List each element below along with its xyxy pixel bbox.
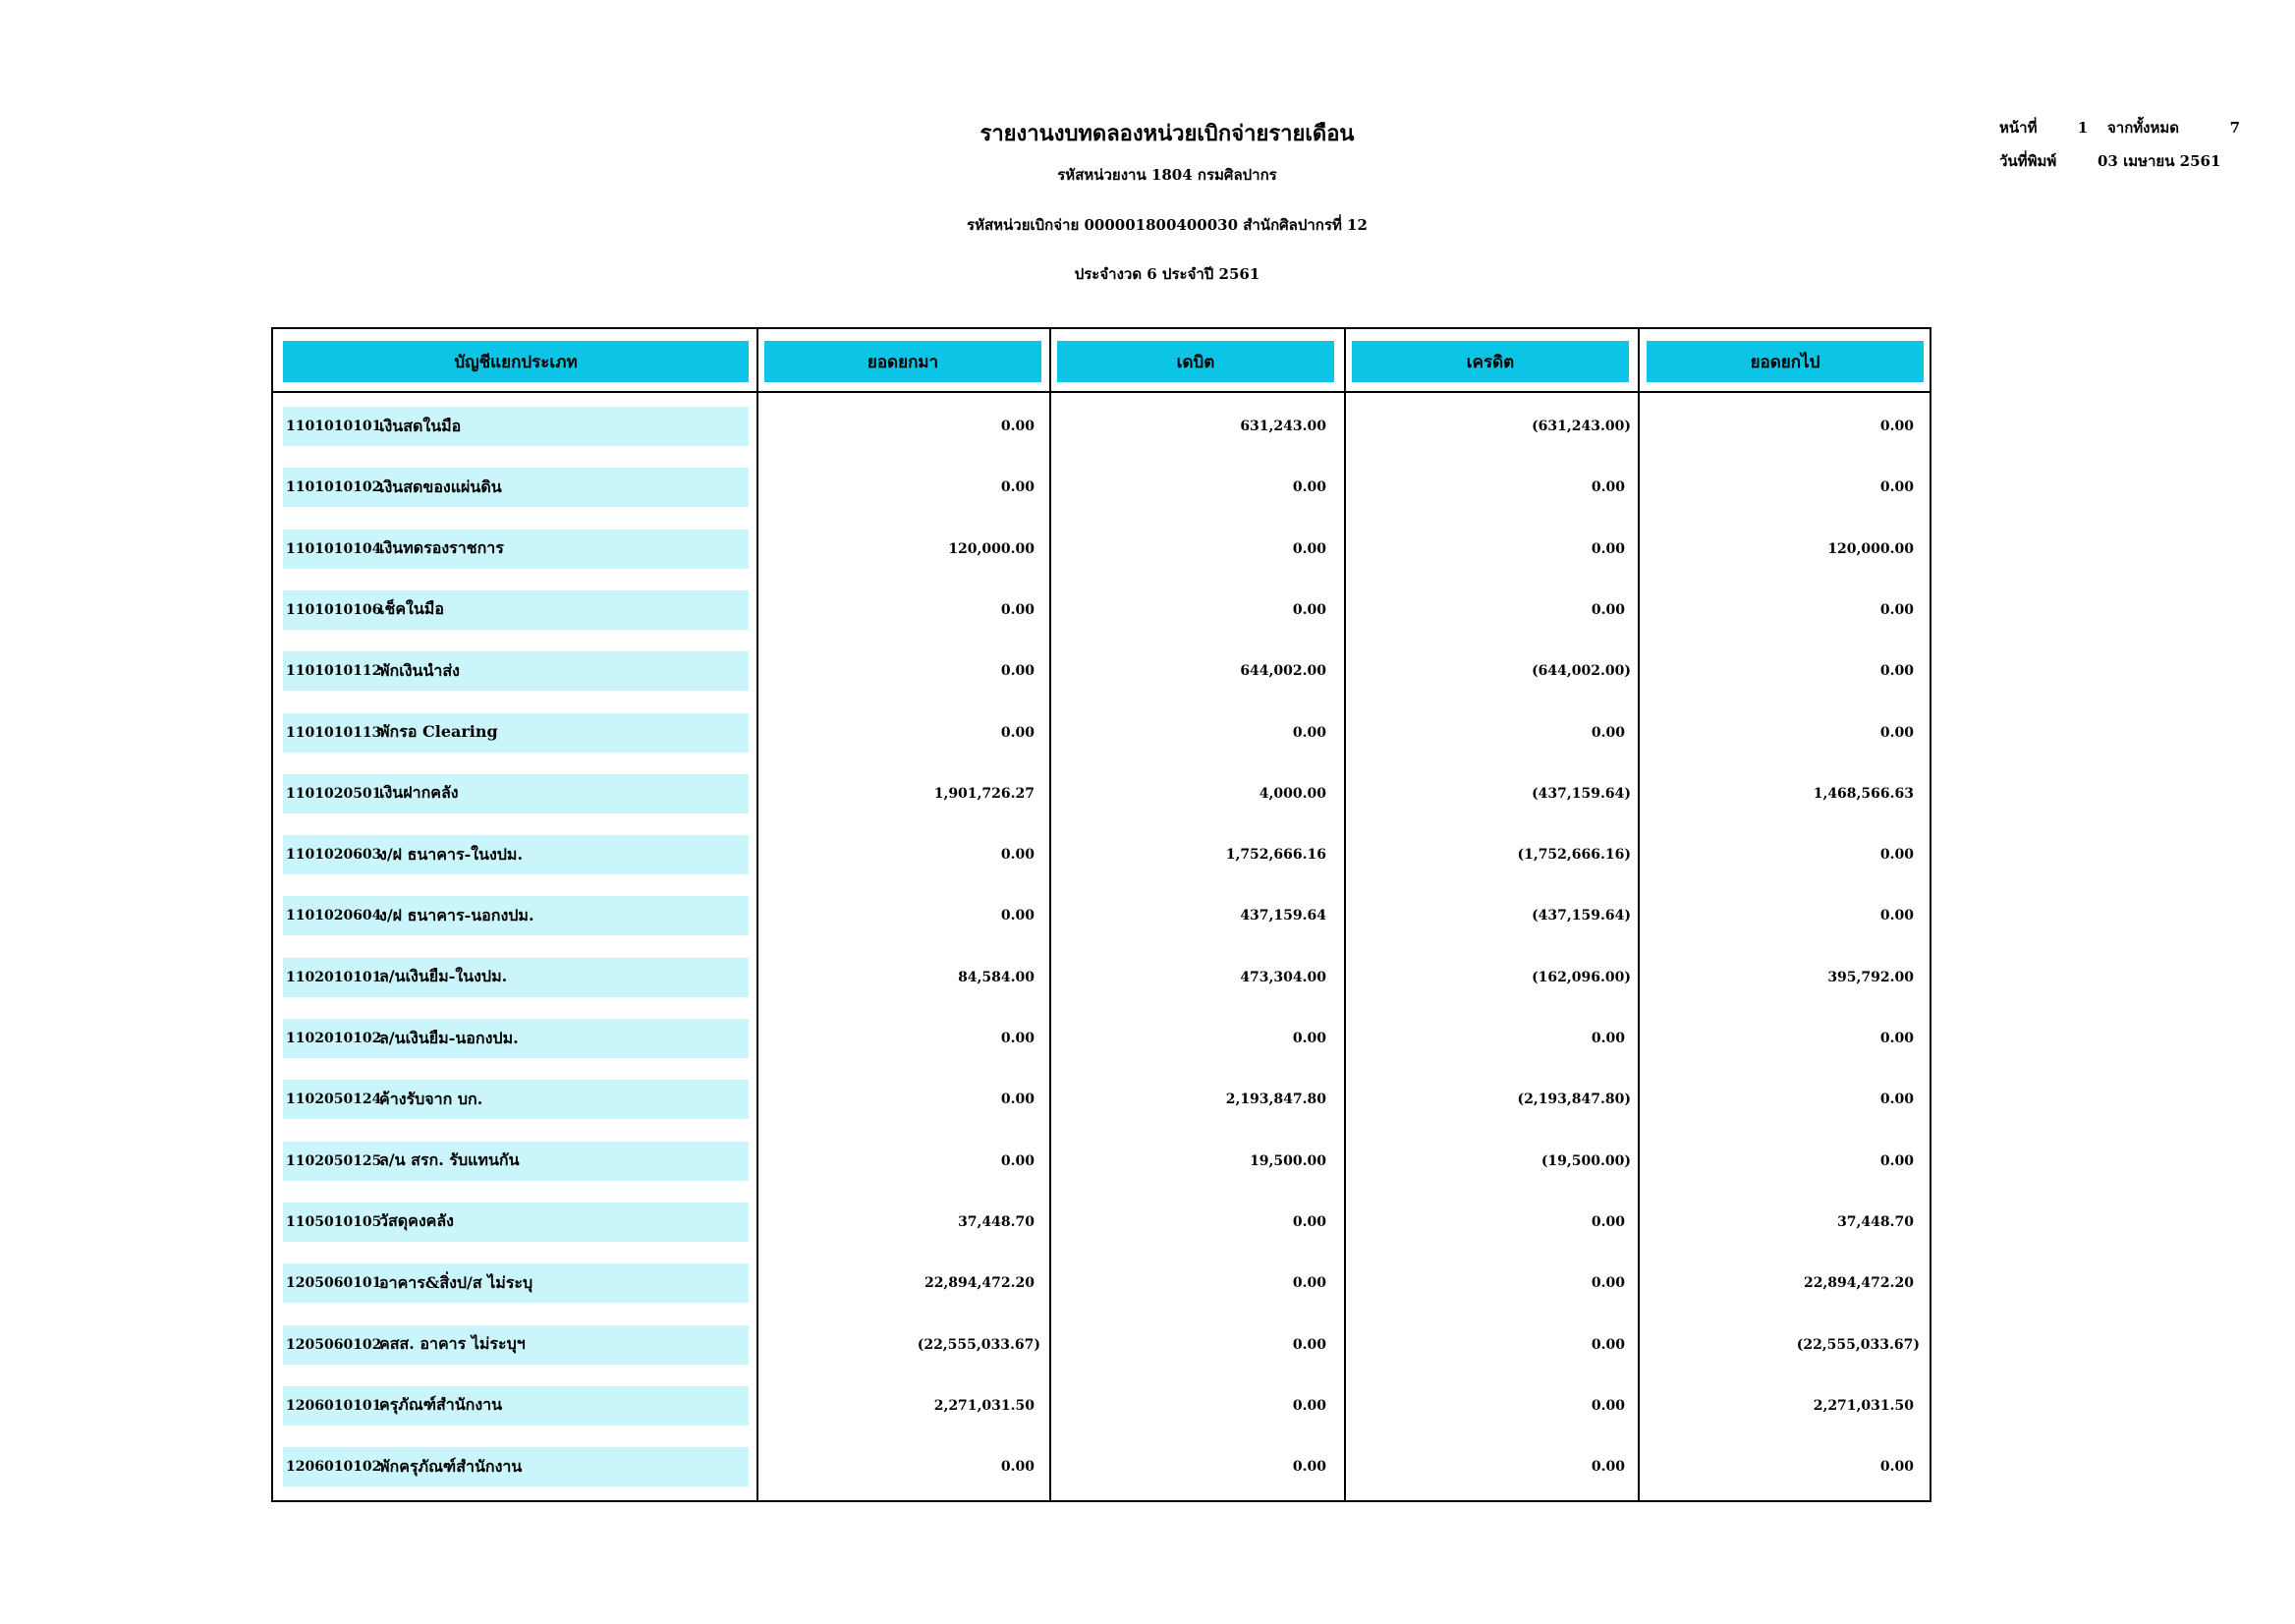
account-code: 1101010112 xyxy=(286,663,382,680)
cell-brought-forward: (22,555,033.67) xyxy=(917,1336,1040,1353)
column-header-credit: เครดิต xyxy=(1352,341,1629,382)
cell-account xyxy=(283,1080,749,1119)
cell-debit: 631,243.00 xyxy=(1240,419,1326,434)
column-header-brought-forward: ยอดยกมา xyxy=(764,341,1041,382)
cell-carried-forward: 37,448.70 xyxy=(1837,1213,1914,1230)
trial-balance-table xyxy=(271,327,1931,1502)
cell-debit: 1,752,666.16 xyxy=(1225,847,1326,864)
cell-account xyxy=(283,774,749,813)
cell-account xyxy=(283,407,749,446)
header-divider xyxy=(273,391,1930,393)
account-name: พักเงินนำส่ง xyxy=(379,660,460,680)
cell-account xyxy=(283,713,749,753)
column-header-carried-forward: ยอดยกไป xyxy=(1647,341,1924,382)
cell-credit: 0.00 xyxy=(1591,479,1625,496)
cell-carried-forward: 0.00 xyxy=(1879,908,1914,924)
cell-carried-forward: 120,000.00 xyxy=(1827,540,1914,557)
table-row xyxy=(273,1142,1930,1181)
cell-carried-forward: 0.00 xyxy=(1879,724,1914,741)
cell-debit: 4,000.00 xyxy=(1259,785,1326,802)
column-header-account: บัญชีแยกประเภท xyxy=(283,341,749,382)
cell-carried-forward: 0.00 xyxy=(1879,1092,1914,1108)
account-code: 1102050125 xyxy=(286,1152,382,1169)
cell-debit: 0.00 xyxy=(1292,1031,1326,1046)
account-code: 1101020501 xyxy=(286,785,382,802)
cell-credit: (437,159.64) xyxy=(1532,908,1631,924)
table-row xyxy=(273,1325,1930,1365)
cell-debit: 0.00 xyxy=(1292,1459,1326,1476)
table-row xyxy=(273,774,1930,813)
account-code: 1206010102 xyxy=(286,1459,382,1476)
account-name: วัสดุคงคลัง xyxy=(379,1211,454,1231)
cell-account xyxy=(283,1263,749,1303)
print-date-row xyxy=(1999,144,2240,178)
account-code: 1101020603 xyxy=(286,847,382,864)
cell-brought-forward: 0.00 xyxy=(1000,1031,1035,1046)
table-row xyxy=(273,1080,1930,1119)
cell-credit: (644,002.00) xyxy=(1532,663,1631,680)
table-row xyxy=(273,530,1930,569)
account-code: 1102010101 xyxy=(286,969,382,985)
cell-brought-forward: 37,448.70 xyxy=(958,1213,1035,1230)
cell-credit: (631,243.00) xyxy=(1532,419,1631,434)
cell-credit: (1,752,666.16) xyxy=(1517,847,1631,864)
cell-brought-forward: 2,271,031.50 xyxy=(933,1397,1035,1414)
account-name: ล/น สรก. รับแทนกัน xyxy=(379,1150,520,1170)
account-code: 1205060101 xyxy=(286,1275,382,1292)
table-row xyxy=(273,651,1930,691)
cell-carried-forward: 0.00 xyxy=(1879,419,1914,434)
account-code: 1101010106 xyxy=(286,601,382,618)
cell-brought-forward: 0.00 xyxy=(1000,1152,1035,1169)
cell-account xyxy=(283,530,749,569)
cell-brought-forward: 0.00 xyxy=(1000,908,1035,924)
cell-credit: 0.00 xyxy=(1591,1213,1625,1230)
account-name: คสส. อาคาร ไม่ระบุฯ xyxy=(379,1334,526,1353)
cell-account xyxy=(283,1447,749,1486)
cell-credit: 0.00 xyxy=(1591,1031,1625,1046)
table-row xyxy=(273,590,1930,630)
cell-carried-forward: 0.00 xyxy=(1879,479,1914,496)
table-row xyxy=(273,1447,1930,1486)
cell-credit: (19,500.00) xyxy=(1540,1152,1631,1169)
cell-account xyxy=(283,1142,749,1181)
account-code: 1101010113 xyxy=(286,724,382,741)
cell-account xyxy=(283,896,749,935)
cell-account xyxy=(283,468,749,507)
account-name: เงินสดในมือ xyxy=(379,416,462,435)
cell-brought-forward: 0.00 xyxy=(1000,1092,1035,1108)
cell-debit: 473,304.00 xyxy=(1240,969,1326,985)
cell-brought-forward: 0.00 xyxy=(1000,419,1035,434)
account-name: เงินสดของแผ่นดิน xyxy=(379,476,502,496)
account-code: 1101010102 xyxy=(286,479,382,496)
cell-account xyxy=(283,590,749,630)
cell-brought-forward: 0.00 xyxy=(1000,1459,1035,1476)
cell-carried-forward: 22,894,472.20 xyxy=(1803,1275,1914,1292)
cell-brought-forward: 1,901,726.27 xyxy=(933,785,1035,802)
cell-credit: 0.00 xyxy=(1591,1397,1625,1414)
account-code: 1101020604 xyxy=(286,908,382,924)
cell-debit: 437,159.64 xyxy=(1240,908,1326,924)
cell-debit: 0.00 xyxy=(1292,601,1326,618)
cell-credit: 0.00 xyxy=(1591,724,1625,741)
account-name: ครุภัณฑ์สำนักงาน xyxy=(379,1395,503,1415)
table-row xyxy=(273,1263,1930,1303)
cell-credit: 0.00 xyxy=(1591,601,1625,618)
cell-debit: 0.00 xyxy=(1292,479,1326,496)
account-name: ง/ฝ ธนาคาร-ในงปม. xyxy=(379,844,524,864)
table-row xyxy=(273,713,1930,753)
page-label: หน้าที่ xyxy=(1999,119,2038,137)
account-code: 1105010105 xyxy=(286,1213,382,1230)
cell-credit: (162,096.00) xyxy=(1532,969,1631,985)
cell-debit: 0.00 xyxy=(1292,540,1326,557)
cell-carried-forward: (22,555,033.67) xyxy=(1796,1336,1920,1353)
cell-carried-forward: 0.00 xyxy=(1879,1152,1914,1169)
account-name: เช็คในมือ xyxy=(379,599,444,619)
account-name: พักรอ Clearing xyxy=(379,722,498,741)
cell-brought-forward: 0.00 xyxy=(1000,847,1035,864)
cell-account xyxy=(283,651,749,691)
cell-brought-forward: 22,894,472.20 xyxy=(924,1275,1035,1292)
cell-brought-forward: 120,000.00 xyxy=(948,540,1035,557)
cell-debit: 0.00 xyxy=(1292,1213,1326,1230)
table-row xyxy=(273,468,1930,507)
cell-credit: 0.00 xyxy=(1591,540,1625,557)
account-name: ล/นเงินยืม-ในงปม. xyxy=(379,967,508,986)
account-name: เงินฝากคลัง xyxy=(379,783,459,803)
account-name: พักครุภัณฑ์สำนักงาน xyxy=(379,1456,523,1476)
cell-account xyxy=(283,1019,749,1058)
page-number-row xyxy=(1999,111,2240,144)
agency-line: รหัสหน่วยงาน 1804 กรมศิลปากร xyxy=(1057,166,1277,184)
cell-credit: 0.00 xyxy=(1591,1459,1625,1476)
cell-brought-forward: 0.00 xyxy=(1000,724,1035,741)
cell-account xyxy=(283,958,749,997)
cell-brought-forward: 0.00 xyxy=(1000,601,1035,618)
cell-credit: (2,193,847.80) xyxy=(1517,1092,1631,1108)
cell-account xyxy=(283,1386,749,1426)
cell-carried-forward: 0.00 xyxy=(1879,1459,1914,1476)
cell-carried-forward: 1,468,566.63 xyxy=(1813,785,1914,802)
cell-brought-forward: 0.00 xyxy=(1000,479,1035,496)
cell-account xyxy=(283,1203,749,1242)
column-header-debit: เดบิต xyxy=(1057,341,1334,382)
print-date: 03 เมษายน 2561 xyxy=(2098,152,2221,170)
cell-credit: (437,159.64) xyxy=(1532,785,1631,802)
account-code: 1101010104 xyxy=(286,540,382,557)
table-row xyxy=(273,1203,1930,1242)
total-pages: 7 xyxy=(2229,119,2240,137)
account-name: อาคาร&สิ่งป/ส ไม่ระบุ xyxy=(379,1272,533,1292)
account-code: 1102010102 xyxy=(286,1031,382,1046)
report-title: รายงานงบทดลองหน่วยเบิกจ่ายรายเดือน xyxy=(980,121,1355,146)
account-name: เงินทดรองราชการ xyxy=(379,538,504,558)
cell-debit: 0.00 xyxy=(1292,1336,1326,1353)
cell-carried-forward: 0.00 xyxy=(1879,601,1914,618)
table-row xyxy=(273,835,1930,874)
account-code: 1206010101 xyxy=(286,1397,382,1414)
cell-debit: 644,002.00 xyxy=(1240,663,1326,680)
cell-account xyxy=(283,1325,749,1365)
cell-account xyxy=(283,835,749,874)
cell-debit: 0.00 xyxy=(1292,1397,1326,1414)
account-code: 1101010101 xyxy=(286,419,382,434)
cell-debit: 2,193,847.80 xyxy=(1225,1092,1326,1108)
cell-carried-forward: 0.00 xyxy=(1879,1031,1914,1046)
page-number: 1 xyxy=(2077,119,2089,137)
table-row xyxy=(273,1386,1930,1426)
cell-carried-forward: 2,271,031.50 xyxy=(1813,1397,1914,1414)
cell-carried-forward: 0.00 xyxy=(1879,847,1914,864)
cell-debit: 0.00 xyxy=(1292,724,1326,741)
cell-carried-forward: 395,792.00 xyxy=(1827,969,1914,985)
period-line: ประจำงวด 6 ประจำปี 2561 xyxy=(1074,265,1260,283)
table-row xyxy=(273,958,1930,997)
account-name: ค้างรับจาก บก. xyxy=(379,1089,483,1108)
cell-debit: 19,500.00 xyxy=(1250,1152,1326,1169)
cell-credit: 0.00 xyxy=(1591,1336,1625,1353)
cell-carried-forward: 0.00 xyxy=(1879,663,1914,680)
account-name: ล/นเงินยืม-นอกงปม. xyxy=(379,1028,519,1047)
table-row xyxy=(273,407,1930,446)
cell-credit: 0.00 xyxy=(1591,1275,1625,1292)
account-name: ง/ฝ ธนาคาร-นอกงปม. xyxy=(379,905,534,924)
total-pages-label: จากทั้งหมด xyxy=(2107,119,2180,137)
disbursement-unit-line: รหัสหน่วยเบิกจ่าย 000001800400030 สำนักศิลปากรที่ 12 xyxy=(967,216,1368,234)
print-date-label: วันที่พิมพ์ xyxy=(1999,152,2057,170)
account-code: 1205060102 xyxy=(286,1336,382,1353)
page-info xyxy=(1999,111,2240,178)
table-row xyxy=(273,896,1930,935)
cell-debit: 0.00 xyxy=(1292,1275,1326,1292)
cell-brought-forward: 84,584.00 xyxy=(958,969,1035,985)
account-code: 1102050124 xyxy=(286,1092,382,1108)
table-row xyxy=(273,1019,1930,1058)
cell-brought-forward: 0.00 xyxy=(1000,663,1035,680)
